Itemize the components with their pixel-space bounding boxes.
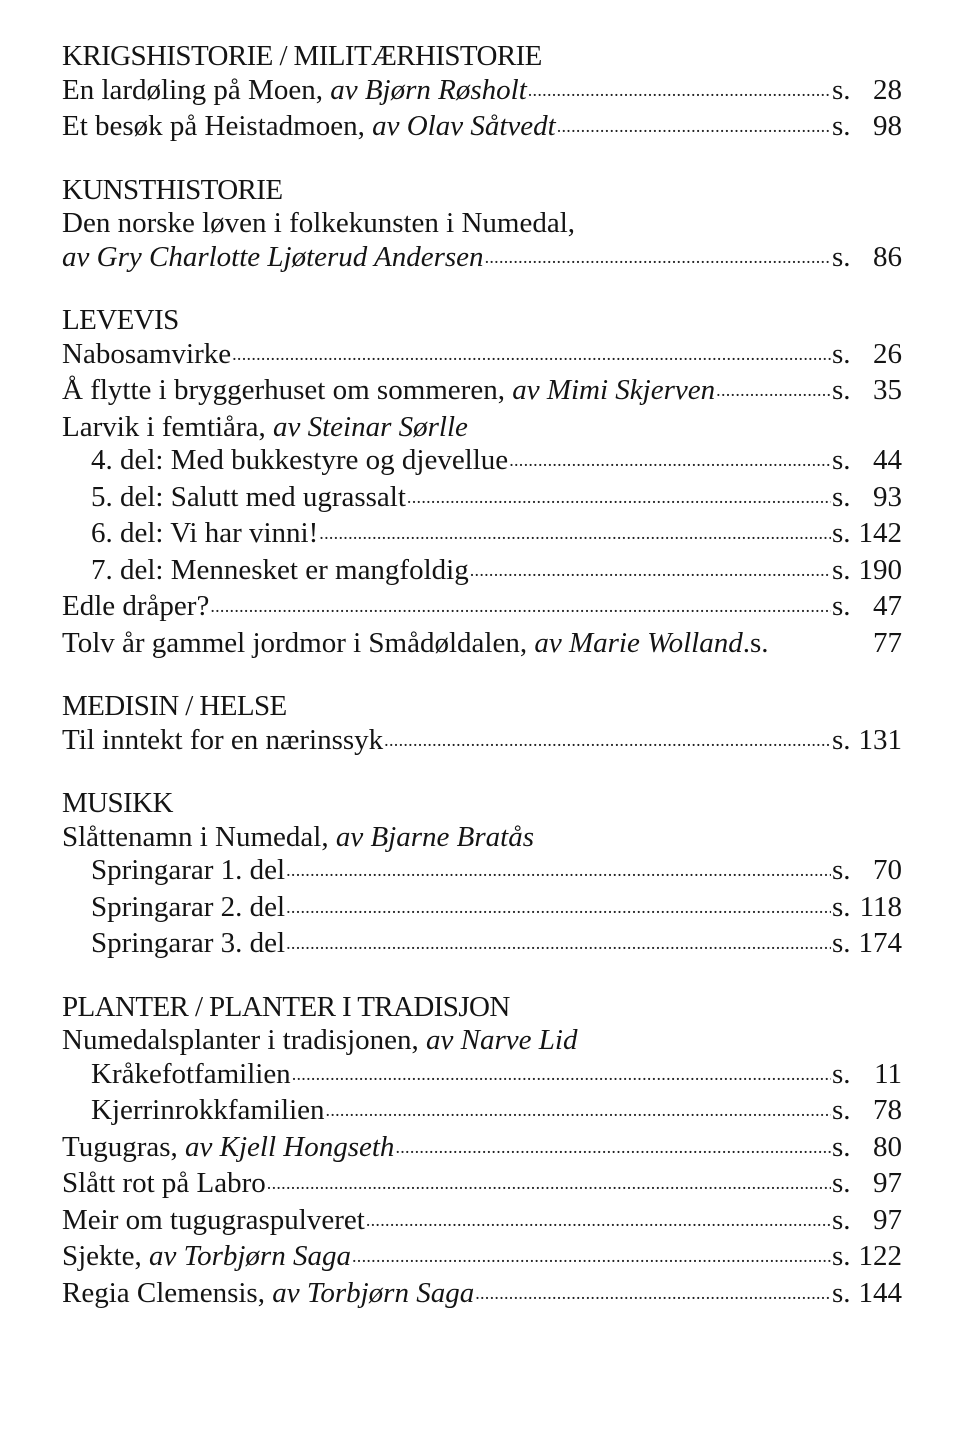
dot-leader: [716, 374, 831, 408]
entry-title: Den norske løven i folkekunsten i Numedal,: [62, 207, 576, 239]
page-number: 174: [858, 927, 902, 959]
entry-title: Tugugras,: [62, 1130, 178, 1163]
entry-title: Springarar 1. del: [91, 854, 286, 886]
dot-leader: [286, 854, 831, 888]
page-number: 122: [858, 1240, 902, 1272]
section-medisin: [62, 690, 902, 760]
dot-leader: [210, 590, 831, 624]
page-prefix: s.: [832, 723, 851, 756]
section-heading: KRIGSHISTORIE / MILITÆRHISTORIE: [62, 40, 542, 72]
toc-entry: [62, 1131, 902, 1168]
page-prefix: s.: [832, 1130, 851, 1163]
toc-entry: [62, 338, 902, 375]
page-prefix: s.: [832, 590, 851, 622]
page-number: 142: [858, 517, 902, 549]
toc-entry: [62, 927, 902, 964]
entry-title: Edle dråper?: [62, 590, 210, 622]
page-prefix: s.: [832, 444, 851, 476]
toc-entry: [62, 1167, 902, 1204]
dot-leader: [286, 927, 831, 961]
page-prefix: s.: [832, 517, 851, 549]
page-prefix: s.: [832, 1276, 851, 1309]
page-number: 144: [858, 1276, 902, 1309]
dot-leader: [470, 554, 831, 588]
entry-author: av Steinar Sørlle: [272, 410, 468, 443]
entry-author: av Bjarne Bratås: [335, 820, 534, 853]
toc-entry: [62, 724, 902, 761]
page-number: 97: [873, 1167, 902, 1199]
section-planter: [62, 991, 902, 1314]
section-musikk: [62, 787, 902, 964]
page-prefix: s.: [832, 854, 851, 886]
page-prefix: s.: [832, 890, 851, 923]
toc-entry: [62, 590, 902, 627]
entry-title: 5. del: Salutt med ugrassalt: [91, 480, 406, 513]
page-prefix: s.: [832, 553, 851, 586]
toc-entry: [62, 1094, 902, 1131]
dot-leader: [475, 1277, 831, 1311]
entry-title: Et besøk på Heistadmoen,: [62, 110, 365, 142]
entry-author: av Torbjørn Saga: [272, 1276, 475, 1309]
toc-entry: [62, 444, 902, 481]
page-number: 98: [873, 110, 902, 142]
entry-title: Meir om tugugraspulveret: [62, 1203, 365, 1236]
toc-entry: [62, 1204, 902, 1241]
toc-entry: [62, 1240, 902, 1277]
group-title: [62, 1024, 902, 1058]
dot-leader: [319, 517, 831, 551]
entry-author: av Marie Wolland: [534, 626, 743, 659]
page-prefix: s.: [832, 110, 851, 142]
entry-title: 6. del: Vi har vinni!: [91, 517, 319, 549]
page-number: 93: [873, 480, 902, 513]
entry-title: Springarar 2. del: [91, 890, 286, 923]
entry-author: av Narve Lid: [426, 1024, 578, 1056]
dot-leader: [407, 481, 831, 515]
page-prefix: s.: [832, 1057, 851, 1090]
entry-author: av Olav Såtvedt: [372, 110, 556, 142]
toc-entry: [62, 110, 902, 147]
page-number: 44: [873, 444, 902, 476]
entry-author: av Mimi Skjerven: [512, 374, 716, 406]
dot-leader: [395, 1131, 831, 1165]
dot-leader: [485, 241, 831, 275]
page-prefix: s.: [832, 1203, 851, 1236]
dot-leader: [557, 110, 831, 144]
entry-title: Numedalsplanter i tradisjonen,: [62, 1024, 419, 1056]
entry-title: Slått rot på Labro: [62, 1167, 266, 1199]
section-levevis: [62, 304, 902, 663]
entry-title: Å flytte i bryggerhuset om sommeren,: [62, 374, 505, 406]
page-prefix: s.: [832, 337, 851, 370]
page-prefix: .s.: [742, 626, 769, 659]
page-number: 80: [873, 1130, 902, 1163]
dot-leader: [509, 444, 831, 478]
entry-title: Sjekte,: [62, 1240, 142, 1272]
page-prefix: s.: [832, 73, 851, 106]
section-kunsthistorie: [62, 174, 902, 278]
entry-author: av Gry Charlotte Ljøterud Andersen: [62, 240, 484, 273]
dot-leader: [292, 1058, 831, 1092]
dot-leader: [352, 1240, 831, 1274]
toc-entry: [62, 854, 902, 891]
toc-entry: [62, 74, 902, 111]
entry-title: En lardøling på Moen,: [62, 73, 323, 106]
page-prefix: s.: [832, 374, 851, 406]
group-title: [62, 821, 902, 855]
entry-title: 7. del: Mennesket er mangfoldig: [91, 553, 469, 586]
group-title: [62, 411, 902, 445]
toc-entry: [62, 554, 902, 591]
page-number: 118: [859, 890, 902, 923]
entry-author: av Torbjørn Saga: [149, 1240, 351, 1272]
page-prefix: s.: [832, 927, 851, 959]
entry-author: av Bjørn Røsholt: [330, 73, 527, 106]
dot-leader: [267, 1167, 831, 1201]
page-number: 86: [873, 240, 902, 273]
section-heading: LEVEVIS: [62, 304, 179, 336]
page-number: 35: [873, 374, 902, 406]
page-number: 11: [874, 1057, 902, 1090]
page-prefix: s.: [832, 1094, 851, 1126]
page-number: 131: [858, 723, 902, 756]
entry-title: Springarar 3. del: [91, 927, 286, 959]
entry-author: av Kjell Hongseth: [185, 1130, 395, 1163]
page-prefix: s.: [832, 1240, 851, 1272]
page-number: 78: [873, 1094, 902, 1126]
entry-title: Tolv år gammel jordmor i Smådøldalen,: [62, 626, 528, 659]
dot-leader: [286, 891, 831, 925]
toc-entry: [62, 374, 902, 411]
toc-entry: [62, 891, 902, 928]
page-number: 47: [873, 590, 902, 622]
section-krigshistorie: [62, 40, 902, 147]
entry-title: Til inntekt for en nærinssyk: [62, 723, 384, 756]
toc-entry: [62, 481, 902, 518]
dot-leader: [326, 1094, 831, 1128]
entry-title: Larvik i femtiåra,: [62, 410, 266, 443]
section-heading: PLANTER / PLANTER I TRADISJON: [62, 990, 510, 1023]
toc-entry: [62, 627, 902, 664]
table-of-contents: [62, 40, 902, 1340]
entry-title: Kråkefotfamilien: [91, 1057, 291, 1090]
dot-leader: [528, 74, 831, 108]
page-number: 77: [873, 626, 902, 659]
page-prefix: s.: [832, 480, 851, 513]
page-number: 70: [873, 854, 902, 886]
dot-leader: [232, 338, 831, 372]
entry-title: Regia Clemensis,: [62, 1276, 265, 1309]
toc-entry: [62, 517, 902, 554]
dot-leader: [366, 1204, 831, 1238]
entry-title: Kjerrinrokkfamilien: [91, 1094, 325, 1126]
entry-title: Nabosamvirke: [62, 337, 232, 370]
dot-leader: [384, 724, 831, 758]
page-prefix: s.: [832, 1167, 851, 1199]
section-heading: KUNSTHISTORIE: [62, 173, 283, 206]
entry-title: 4. del: Med bukkestyre og djevellue: [91, 444, 509, 476]
page-number: 190: [858, 553, 902, 586]
toc-entry: [62, 1058, 902, 1095]
page-number: 28: [873, 73, 902, 106]
page-number: 26: [873, 337, 902, 370]
entry-title: Slåttenamn i Numedal,: [62, 820, 329, 853]
section-heading: MEDISIN / HELSE: [62, 690, 287, 722]
page-number: 97: [873, 1203, 902, 1236]
page-prefix: s.: [832, 240, 851, 273]
toc-entry: [62, 241, 902, 278]
toc-entry: [62, 1277, 902, 1314]
section-heading: MUSIKK: [62, 787, 173, 819]
